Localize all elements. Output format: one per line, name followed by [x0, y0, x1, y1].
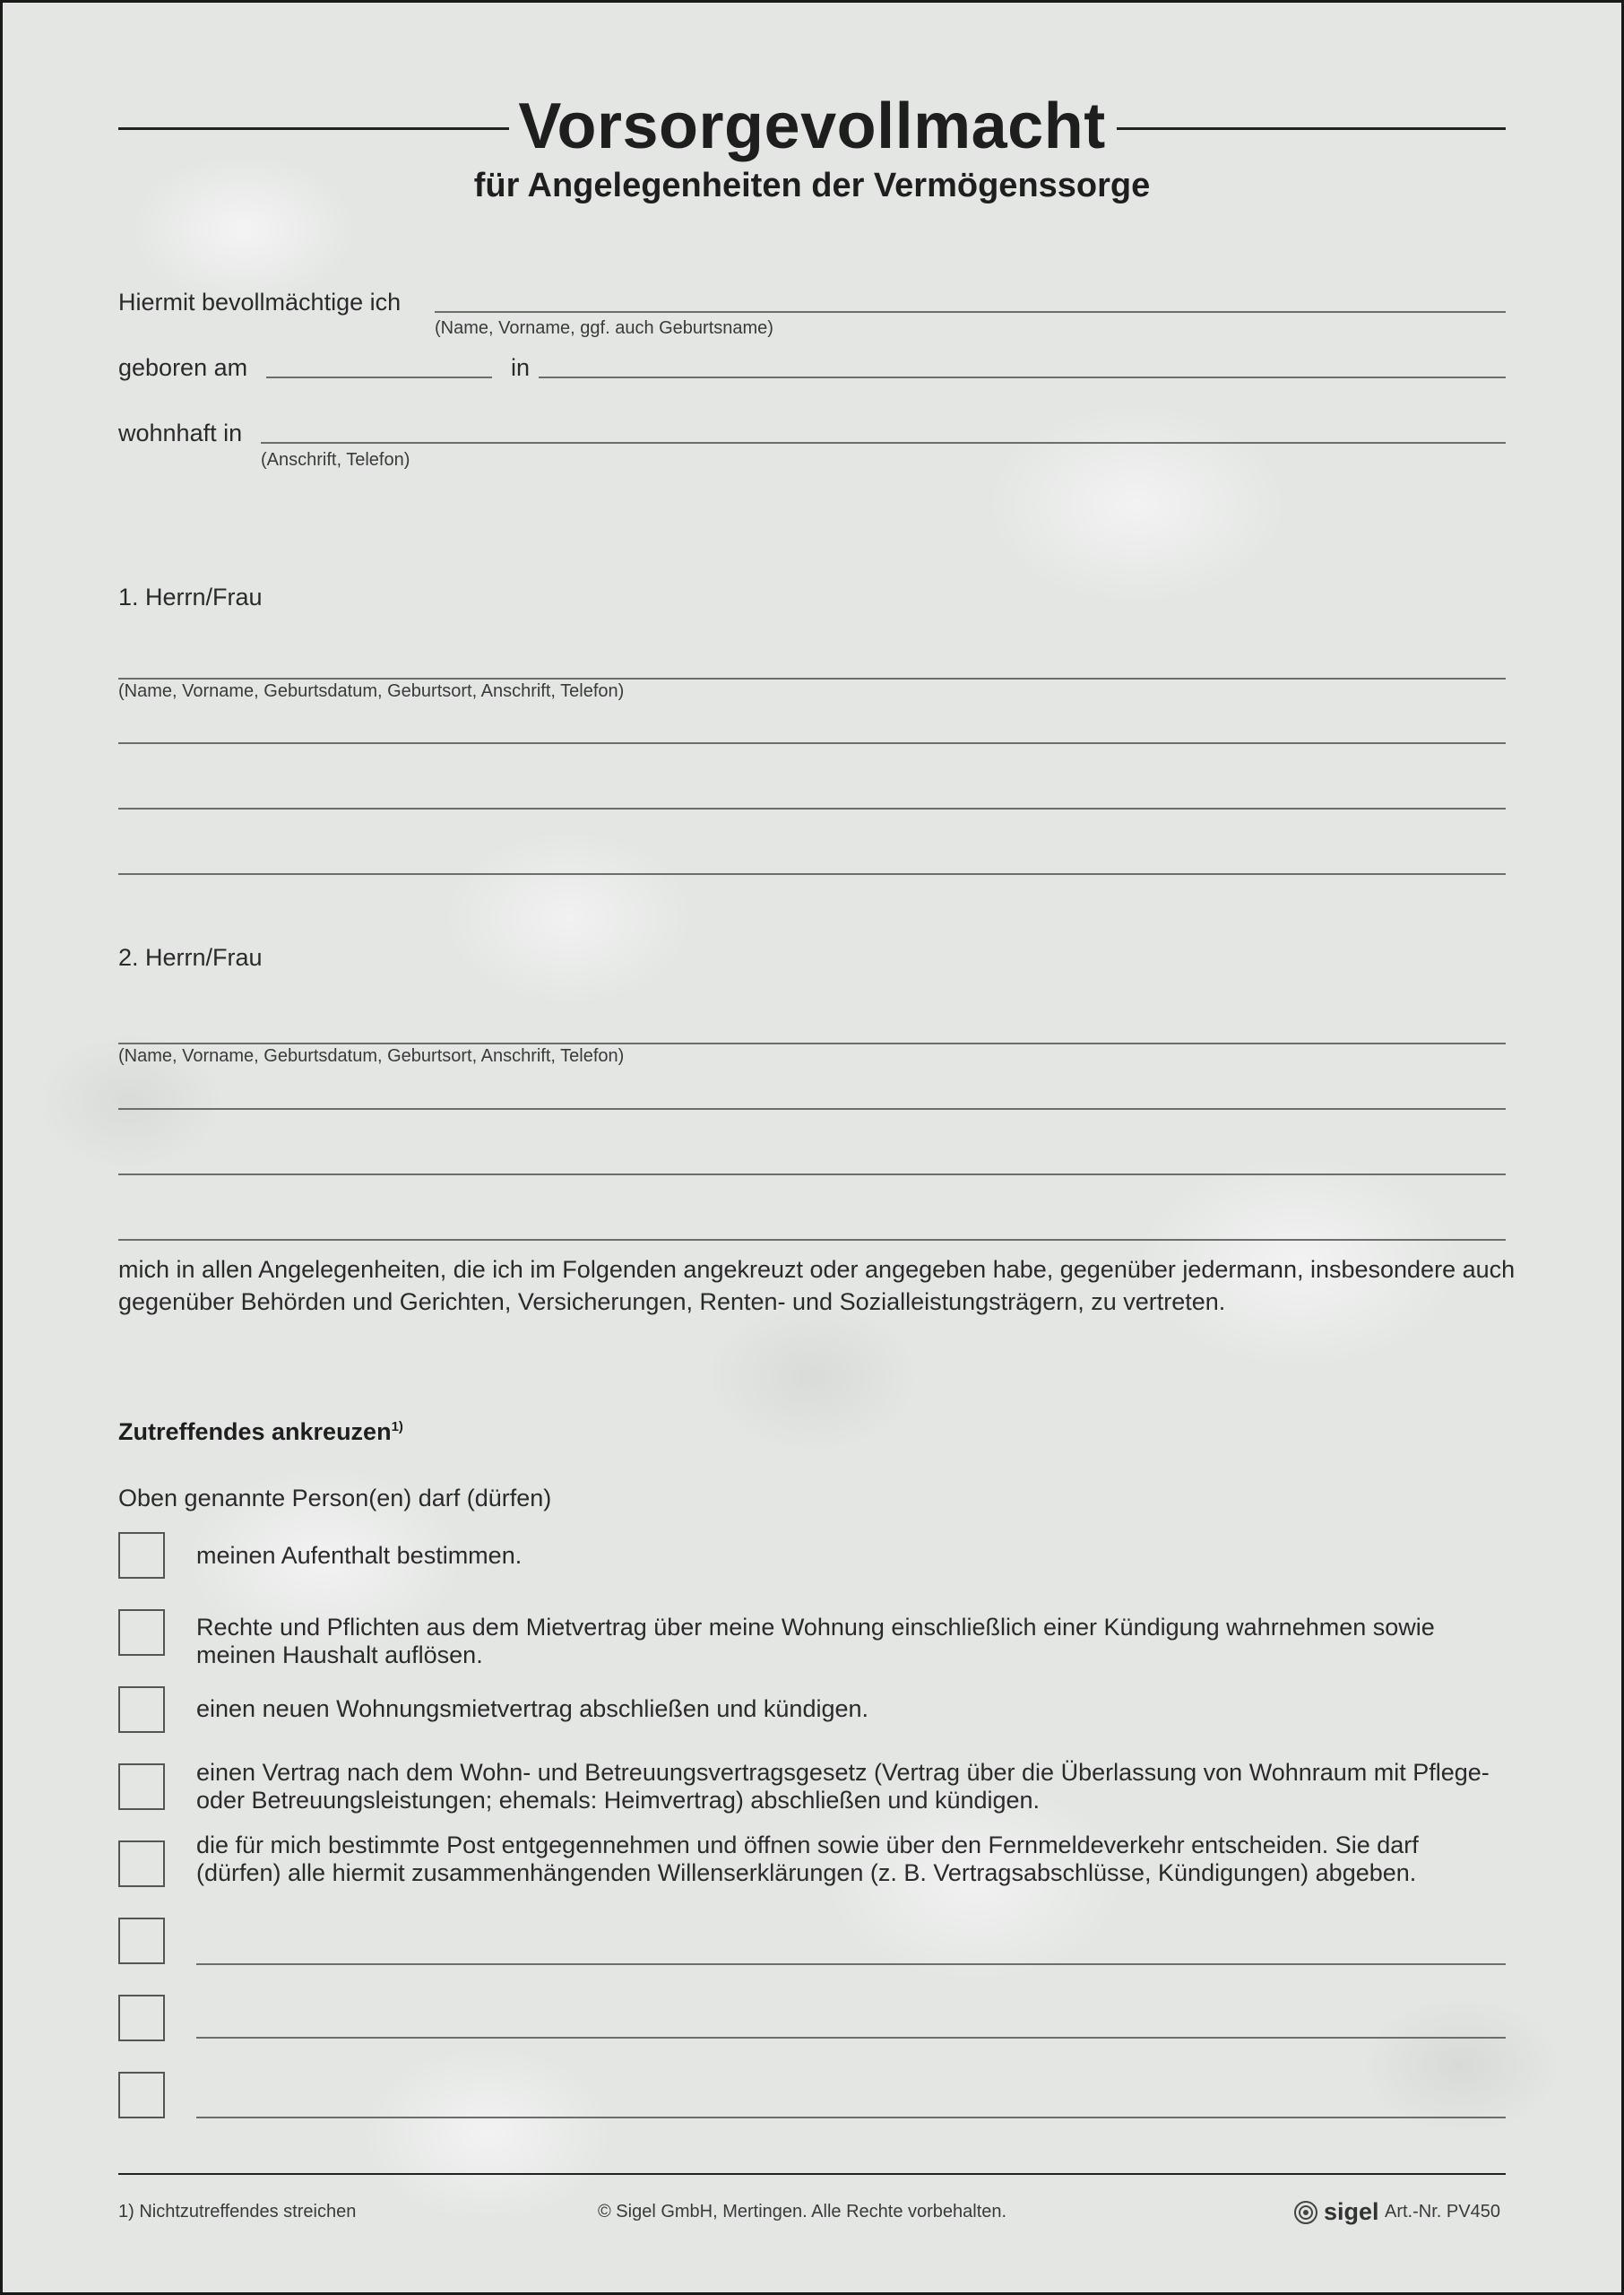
- checkbox-custom-2[interactable]: [118, 1995, 165, 2041]
- agent-1-label: 1. Herrn/Frau: [118, 584, 263, 611]
- birth-place-line[interactable]: [539, 377, 1506, 378]
- brand-logo: [1293, 2198, 1379, 2226]
- checkbox-custom-1[interactable]: [118, 1918, 165, 1964]
- option-new-lease-text: einen neuen Wohnungsmietvertrag abschließen und kündigen.: [196, 1695, 869, 1722]
- scope-paragraph: mich in allen Angelegenheiten, die ich im Folgenden angekreuzt oder angegeben habe, gegenüber jedermann, insbesondere auch gegenüber Behörden und Gerichten, Versicherungen, Renten- und Sozialleistungsträgern, zu vertreten.: [118, 1256, 1516, 1315]
- option-lease-rights-text: Rechte und Pflichten aus dem Mietvertrag über meine Wohnung einschließlich einer Kündigung wahrnehmen sowie meinen Haushalt auflösen.: [196, 1614, 1435, 1668]
- agent-2-line-4[interactable]: [118, 1239, 1506, 1241]
- agent-1-hint: (Name, Vorname, Geburtsdatum, Geburtsort, Anschrift, Telefon): [118, 681, 625, 701]
- option-mail-text: die für mich bestimmte Post entgegennehmen und öffnen sowie über den Fernmeldeverkehr entscheiden. Sie darf (dürfen) alle hiermit zusammenhängenden Willenserklärungen (z. B. Vertragsabschlüsse, Kündigungen) abgeben.: [196, 1832, 1419, 1886]
- agent-1-line-2[interactable]: [118, 742, 1506, 744]
- birth-place-label: in: [511, 354, 531, 381]
- brand-name: sigel: [1324, 2198, 1379, 2225]
- checklist-intro: Oben genannte Person(en) darf (dürfen): [118, 1485, 552, 1511]
- agent-2-hint: (Name, Vorname, Geburtsdatum, Geburtsort, Anschrift, Telefon): [118, 1046, 625, 1066]
- checkbox-custom-3[interactable]: [118, 2072, 165, 2118]
- residence-label: wohnhaft in: [118, 420, 243, 446]
- checklist-heading-text: Zutreffendes ankreuzen: [118, 1418, 392, 1445]
- article-number: Art.-Nr. PV450: [1385, 2202, 1500, 2221]
- address-hint: (Anschrift, Telefon): [261, 450, 410, 470]
- option-care-contract-text: einen Vertrag nach dem Wohn- und Betreuungsvertragsgesetz (Vertrag über die Überlassung von Wohnraum mit Pflege- oder Betreuungsleistungen; ehemals: Heimvertrag) abschließen und kündigen.: [196, 1759, 1490, 1814]
- document-subtitle: für Angelegenheiten der Vermögenssorge: [473, 167, 1151, 204]
- copyright-text: © Sigel GmbH, Mertingen. Alle Rechte vorbehalten.: [598, 2202, 1007, 2221]
- sigel-logo-icon: [1293, 2200, 1318, 2225]
- agent-2-line-1[interactable]: [118, 1043, 1506, 1044]
- footnote-text: 1) Nichtzutreffendes streichen: [118, 2202, 357, 2221]
- checkbox-care-contract[interactable]: [118, 1763, 165, 1810]
- agent-2-label: 2. Herrn/Frau: [118, 944, 263, 971]
- principal-name-line[interactable]: [435, 311, 1506, 313]
- checklist-heading: [118, 1418, 403, 1446]
- agent-2-line-2[interactable]: [118, 1108, 1506, 1110]
- footnote-marker: 1): [391, 1419, 403, 1434]
- birth-date-line[interactable]: [266, 377, 492, 378]
- checkbox-residence[interactable]: [118, 1532, 165, 1579]
- agent-2-line-3[interactable]: [118, 1173, 1506, 1175]
- checkbox-mail[interactable]: [118, 1840, 165, 1887]
- agent-1-line-4[interactable]: [118, 873, 1506, 875]
- option-residence-text: meinen Aufenthalt bestimmen.: [196, 1542, 523, 1569]
- agent-1-line-1[interactable]: [118, 678, 1506, 680]
- residence-line[interactable]: [261, 442, 1506, 444]
- custom-option-line-2[interactable]: [196, 2037, 1506, 2039]
- intro-label: Hiermit bevollmächtige ich: [118, 289, 402, 316]
- footer-rule: [118, 2173, 1506, 2175]
- agent-1-line-3[interactable]: [118, 808, 1506, 810]
- checkbox-new-lease[interactable]: [118, 1686, 165, 1733]
- custom-option-line-3[interactable]: [196, 2117, 1506, 2118]
- principal-name-hint: (Name, Vorname, ggf. auch Geburtsname): [435, 318, 773, 338]
- custom-option-line-1[interactable]: [196, 1963, 1506, 1965]
- checkbox-lease-rights[interactable]: [118, 1609, 165, 1656]
- born-label: geboren am: [118, 354, 248, 381]
- document-title: Vorsorgevollmacht: [518, 91, 1106, 162]
